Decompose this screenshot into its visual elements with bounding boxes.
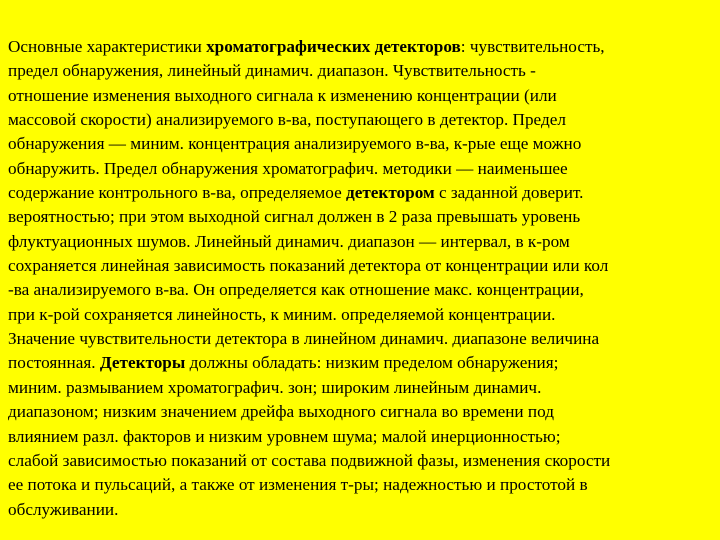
text-run: массовой скорости) анализируемого в-ва, поступающего в детектор. Предел [8, 110, 566, 130]
text-run: Основные характеристики [8, 37, 207, 56]
text-run: влиянием разл. факторов и низким уровнем шума; малой инерционностью; [8, 426, 561, 446]
text-run: обслуживании. [8, 499, 119, 519]
bold-term: Детекторы [99, 353, 186, 373]
bold-term: детектором [346, 183, 435, 203]
text-run: диапазоном; низким значением дрейфа выходного сигнала во времени под [8, 402, 554, 422]
text-line [8, 181, 714, 205]
text-line [8, 498, 714, 522]
text-run: ее потока и пульсаций, а также от изменения т-ры; надежностью и простотой в [8, 475, 588, 495]
text-run: слабой зависимостью показаний от состава подвижной фазы, изменения скорости [8, 450, 611, 470]
text-run: постоянная. [8, 353, 100, 373]
text-line [8, 400, 714, 424]
text-line [8, 205, 714, 229]
body-paragraph [8, 35, 714, 522]
text-line [8, 278, 714, 302]
text-line [8, 84, 714, 108]
text-line [8, 303, 714, 327]
text-run: вероятностью; при этом выходной сигнал должен в 2 раза превышать уровень [8, 207, 581, 227]
text-line [8, 108, 714, 132]
text-run: обнаружения — миним. концентрация анализируемого в-ва, к-рые еще можно [8, 134, 582, 154]
bold-term: хроматографических детекторов [206, 37, 461, 56]
text-run: -ва анализируемого в-ва. Он определяется как отношение макс. концентрации, [8, 280, 584, 300]
text-line [8, 157, 714, 181]
text-line [8, 351, 714, 375]
text-line [8, 425, 714, 449]
text-line [8, 473, 714, 497]
text-run: : чувствительность, [460, 37, 605, 56]
text-line [8, 132, 714, 156]
text-line [8, 254, 714, 278]
text-line [8, 59, 714, 83]
text-run: миним. размыванием хроматографич. зон; широким линейным динамич. [8, 377, 542, 397]
text-run: должны обладать: низким пределом обнаружения; [185, 353, 559, 373]
text-line [8, 35, 714, 59]
text-line [8, 376, 714, 400]
text-run: отношение изменения выходного сигнала к изменению концентрации (или [8, 85, 557, 105]
text-run: содержание контрольного в-ва, определяемое [8, 183, 347, 203]
text-run: с заданной доверит. [434, 183, 584, 203]
text-run: обнаружить. Предел обнаружения хроматографич. методики — наименьшее [8, 158, 568, 178]
text-line [8, 327, 714, 351]
text-line [8, 230, 714, 254]
text-run: при к-рой сохраняется линейность, к миним. определяемой концентрации. [8, 304, 556, 324]
text-run: сохраняется линейная зависимость показаний детектора от концентрации или кол [8, 256, 609, 276]
text-line [8, 449, 714, 473]
text-run: предел обнаружения, линейный динамич. диапазон. Чувствительность - [8, 61, 536, 81]
text-run: Значение чувствительности детектора в линейном динамич. диапазоне величина [8, 329, 600, 349]
text-run: флуктуационных шумов. Линейный динамич. диапазон — интервал, в к-ром [8, 231, 570, 251]
